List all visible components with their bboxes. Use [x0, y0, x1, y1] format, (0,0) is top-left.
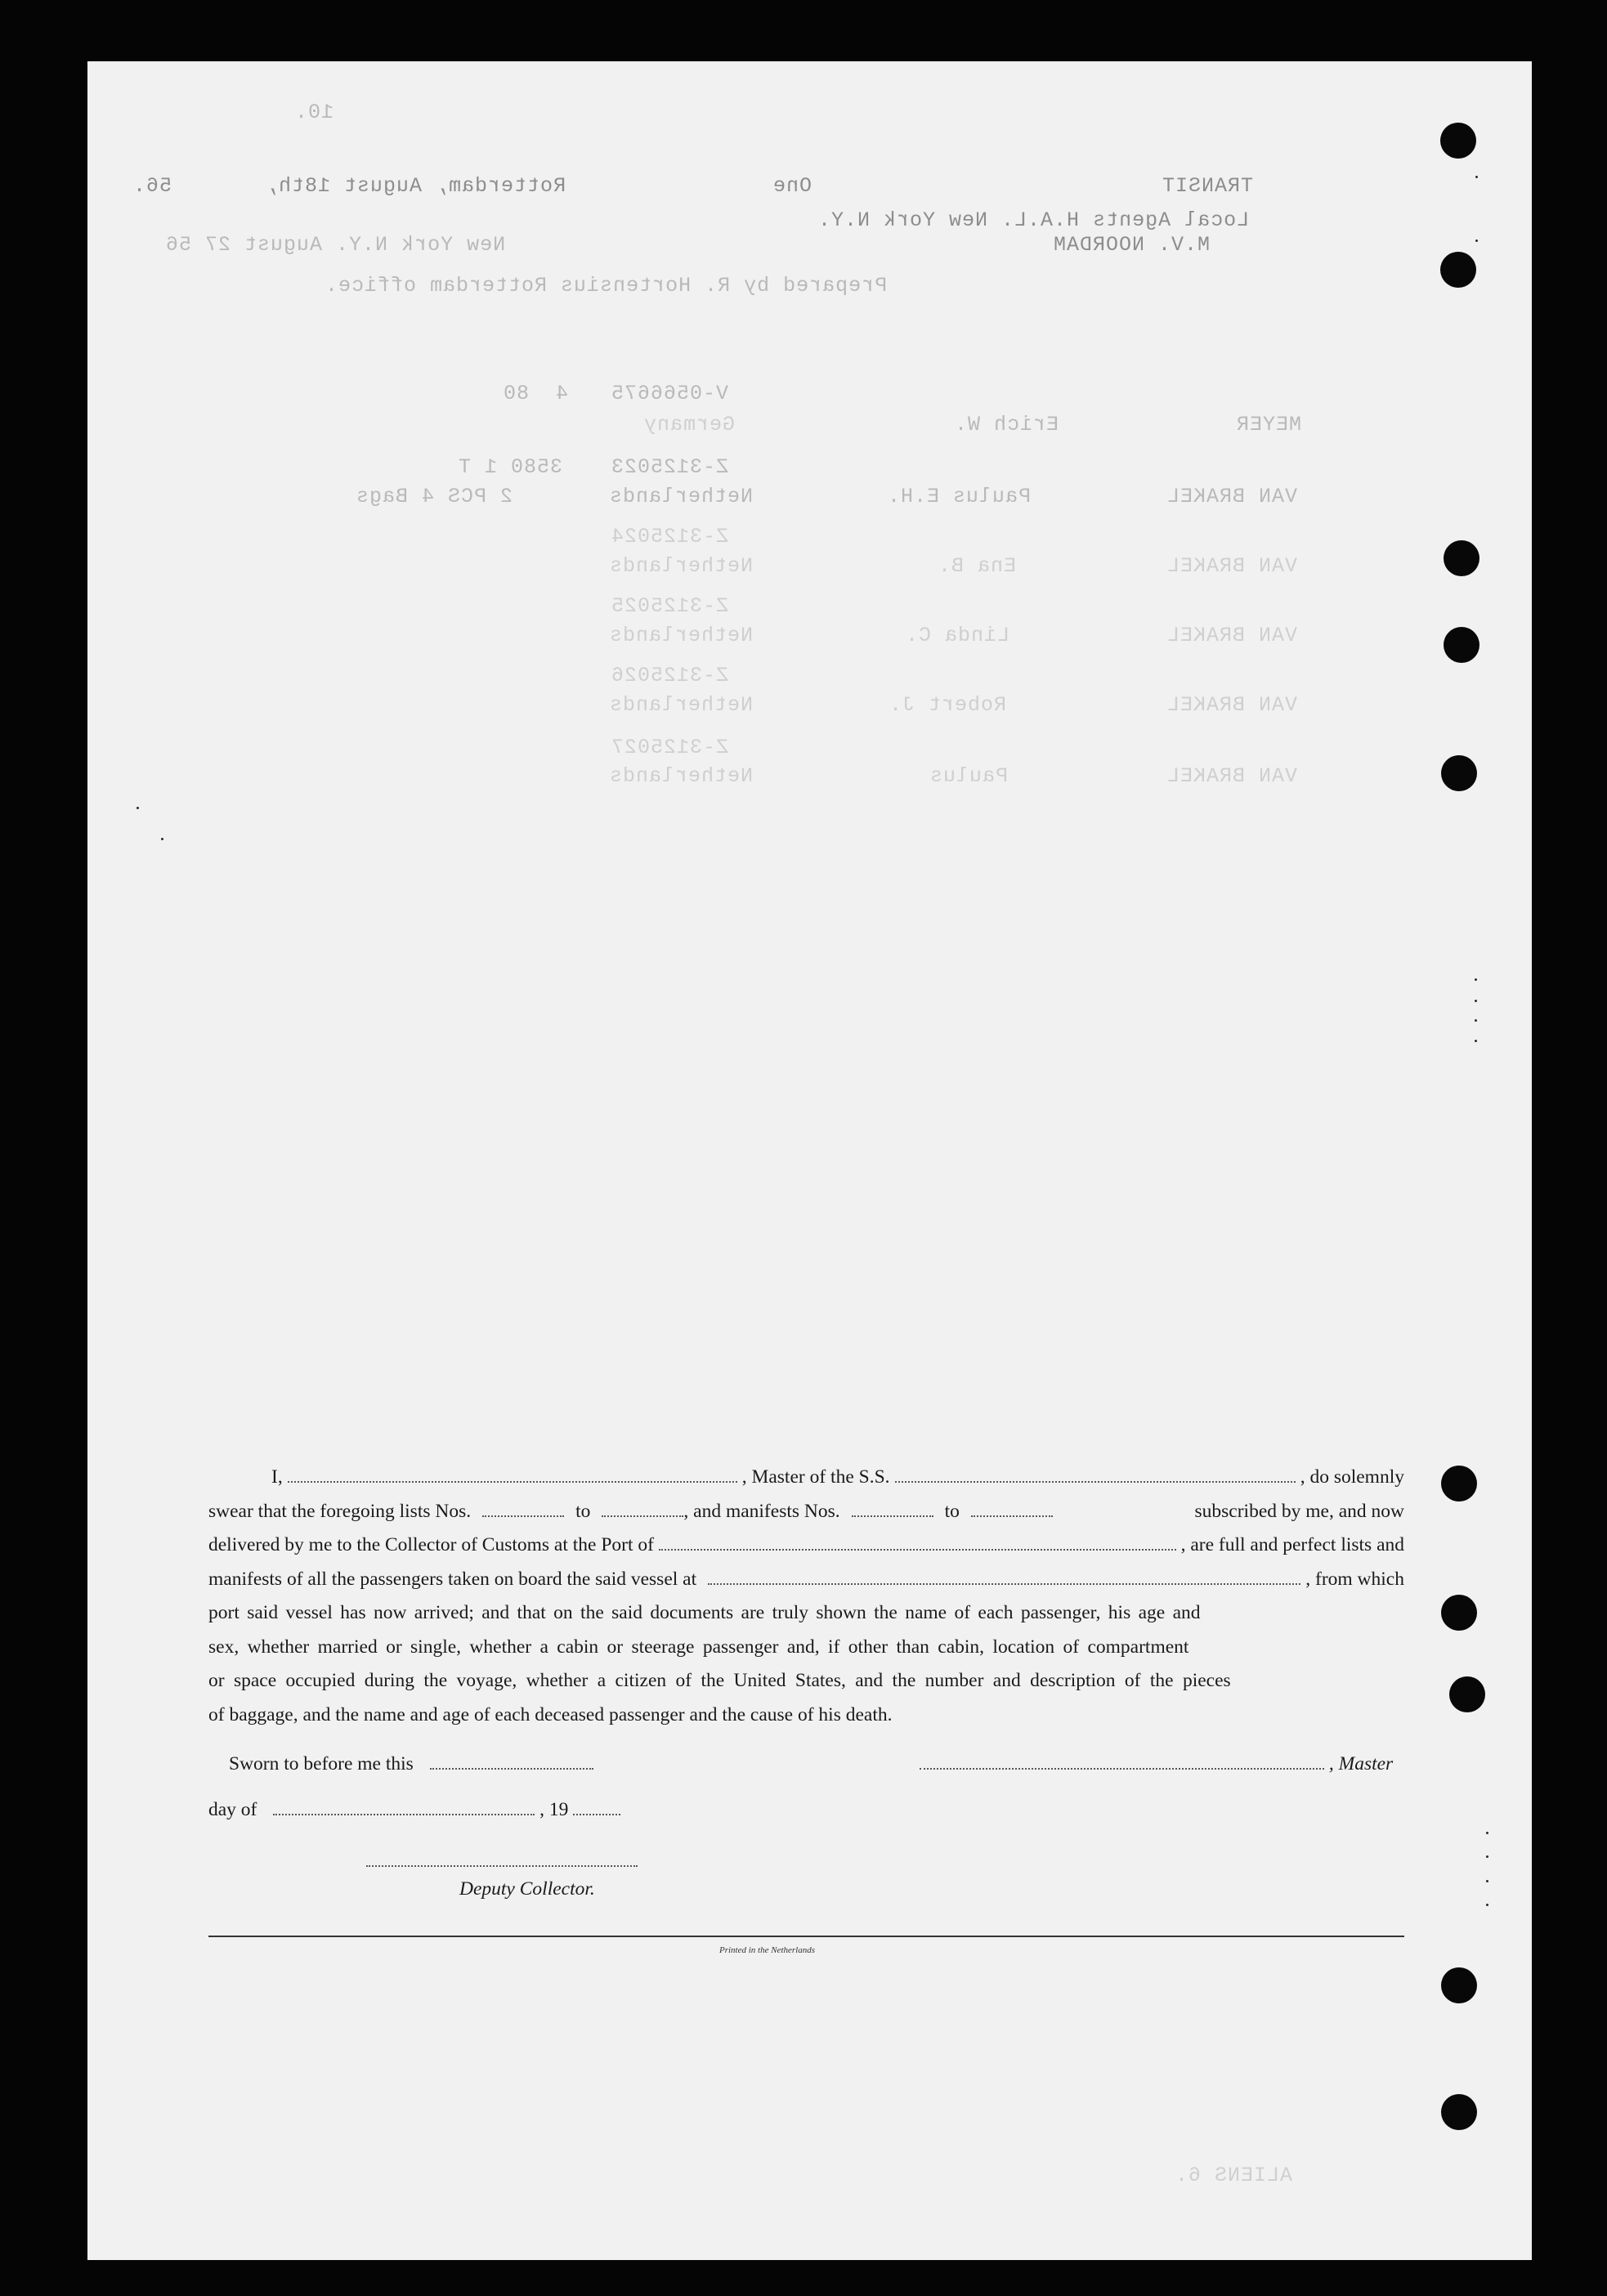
oath-text: swear that the foregoing lists Nos.	[208, 1500, 472, 1522]
deputy-signature-line	[366, 1849, 638, 1873]
bleed-vessel: M.V. NOORDAM	[1053, 233, 1211, 257]
bleed-surname: VAN BRAKEL	[1166, 624, 1298, 647]
bleed-baggage: 2 PCS 4 Bags	[356, 485, 513, 508]
sworn-text: Sworn to before me this	[229, 1753, 414, 1775]
binder-hole	[1449, 1676, 1485, 1712]
oath-line	[208, 1495, 1404, 1529]
port-blank	[659, 1533, 1176, 1551]
oath-text: , do solemnly	[1300, 1466, 1404, 1488]
speck	[1475, 1019, 1477, 1022]
binder-hole	[1444, 540, 1479, 576]
bleed-doc: Z-3125024	[611, 525, 729, 548]
master-label: , Master	[1328, 1753, 1394, 1775]
bleed-agents: Local Agents H.A.L. New York N.Y.	[817, 208, 1250, 232]
bleed-doc: V-0566675	[611, 382, 729, 405]
oath-line	[208, 1461, 1404, 1495]
oath-text: of baggage, and the name and age of each deceased passenger and the cause of his death.	[208, 1703, 893, 1725]
bleed-one: One	[772, 174, 812, 198]
bleed-country: Netherlands	[609, 693, 754, 717]
name-blank	[288, 1465, 737, 1483]
manifest-page	[87, 61, 1532, 2260]
bleed-year: 56.	[132, 174, 172, 198]
binder-hole	[1441, 1595, 1477, 1631]
binder-hole	[1440, 123, 1476, 159]
oath-line	[208, 1699, 1404, 1733]
oath-line	[208, 1596, 1404, 1631]
date-row	[208, 1797, 620, 1821]
bleed-given: Ena B.	[938, 554, 1017, 578]
oath-line	[208, 1563, 1404, 1597]
oath-text: , Master of the S.S.	[741, 1466, 890, 1488]
bleed-prepared: Prepared by R. Hortensius Rotterdam office.	[325, 274, 888, 298]
ship-blank	[895, 1465, 1296, 1483]
deputy-signature-blank	[366, 1849, 638, 1867]
footer-rule	[208, 1936, 1404, 1937]
printer-imprint: Printed in the Netherlands	[719, 1945, 816, 1955]
binder-hole	[1444, 627, 1479, 663]
oath-line	[208, 1631, 1404, 1665]
list-to-blank	[602, 1499, 683, 1517]
bleed-country: Netherlands	[609, 554, 754, 578]
sworn-day-blank	[430, 1752, 593, 1770]
oath-text: subscribed by me, and now	[1194, 1500, 1404, 1522]
bleed-code: 3580 1 T	[458, 455, 563, 479]
speck	[1486, 1904, 1488, 1906]
oath-text: port said vessel has now arrived; and that on the said documents are truly shown the name of each passenger, his age and	[208, 1602, 1201, 1623]
bleed-given: Robert J.	[889, 693, 1007, 717]
binder-hole	[1440, 252, 1476, 288]
oath-line	[208, 1528, 1404, 1563]
bleed-aliens: ALIENS 6.	[1175, 2164, 1293, 2187]
bleed-doc: Z-3125026	[611, 664, 729, 687]
bleed-given: Linda C.	[905, 624, 1010, 647]
oath-text: manifests of all the passengers taken on board the said vessel at	[208, 1568, 697, 1590]
speck	[1475, 1000, 1477, 1002]
speck	[1475, 978, 1477, 981]
month-blank	[273, 1797, 535, 1815]
bleed-given: Erich W.	[954, 413, 1059, 436]
bleed-country: Germany	[643, 413, 736, 436]
speck	[161, 838, 163, 840]
speck	[1486, 1855, 1488, 1858]
master-signature-row	[920, 1752, 1393, 1775]
oath-text: , are full and perfect lists and	[1180, 1534, 1404, 1555]
oath-text: , and manifests Nos.	[683, 1500, 840, 1522]
bleed-doc: Z-3125027	[611, 736, 729, 759]
year-blank	[573, 1797, 620, 1815]
bleed-page-number: 10.	[294, 101, 334, 124]
speck	[1475, 1040, 1477, 1042]
bleed-country: Netherlands	[609, 485, 754, 508]
oath-text: to	[575, 1500, 591, 1522]
bleed-doc: Z-3125025	[611, 594, 729, 618]
day-of-text: day of	[208, 1799, 257, 1820]
bleed-date: Rotterdam, August 18th,	[265, 174, 566, 198]
list-from-blank	[482, 1499, 564, 1517]
bleed-surname: VAN BRAKEL	[1166, 554, 1298, 578]
bleed-country: Netherlands	[609, 624, 754, 647]
speck	[137, 807, 139, 809]
deputy-collector-label: Deputy Collector.	[459, 1878, 595, 1900]
oath-text: , from which	[1305, 1568, 1404, 1590]
sworn-row	[229, 1752, 598, 1775]
binder-hole	[1441, 1466, 1477, 1502]
bleed-surname: VAN BRAKEL	[1166, 693, 1298, 717]
bleed-doc: Z-3125023	[611, 455, 729, 479]
speck	[1475, 239, 1478, 242]
manifest-from-blank	[852, 1499, 933, 1517]
speck	[1486, 1832, 1488, 1834]
bleed-given: Paulus E.H.	[887, 485, 1032, 508]
bleed-country: Netherlands	[609, 764, 754, 788]
manifest-to-blank	[971, 1499, 1053, 1517]
bleed-transit: TRANSIT	[1162, 174, 1254, 198]
bleed-arrival: New York N.Y. August 27 56	[165, 233, 506, 257]
binder-hole	[1441, 755, 1477, 791]
oath-text: I,	[271, 1466, 283, 1488]
oath-text: or space occupied during the voyage, whether a citizen of the United States, and the number and description of the pieces	[208, 1670, 1231, 1691]
oath-text: sex, whether married or single, whether a cabin or steerage passenger and, if other than cabin, location of compartment	[208, 1636, 1189, 1658]
oath-line	[208, 1664, 1404, 1699]
master-signature-blank	[920, 1752, 1324, 1770]
binder-hole	[1441, 2094, 1477, 2130]
speck	[1486, 1880, 1488, 1882]
bleed-surname: VAN BRAKEL	[1166, 764, 1298, 788]
speck	[1475, 176, 1478, 178]
year-prefix: , 19	[539, 1799, 569, 1820]
oath-text: to	[944, 1500, 960, 1522]
binder-hole	[1441, 1967, 1477, 2003]
oath-text: delivered by me to the Collector of Customs at the Port of	[208, 1534, 654, 1555]
embark-blank	[708, 1567, 1300, 1585]
bleed-surname: VAN BRAKEL	[1166, 485, 1298, 508]
bleed-surname: MEYER	[1236, 413, 1302, 436]
bleed-code: 4 80	[503, 382, 569, 405]
bleed-given: Paulus	[929, 764, 1009, 788]
oath-paragraph	[208, 1461, 1404, 1732]
